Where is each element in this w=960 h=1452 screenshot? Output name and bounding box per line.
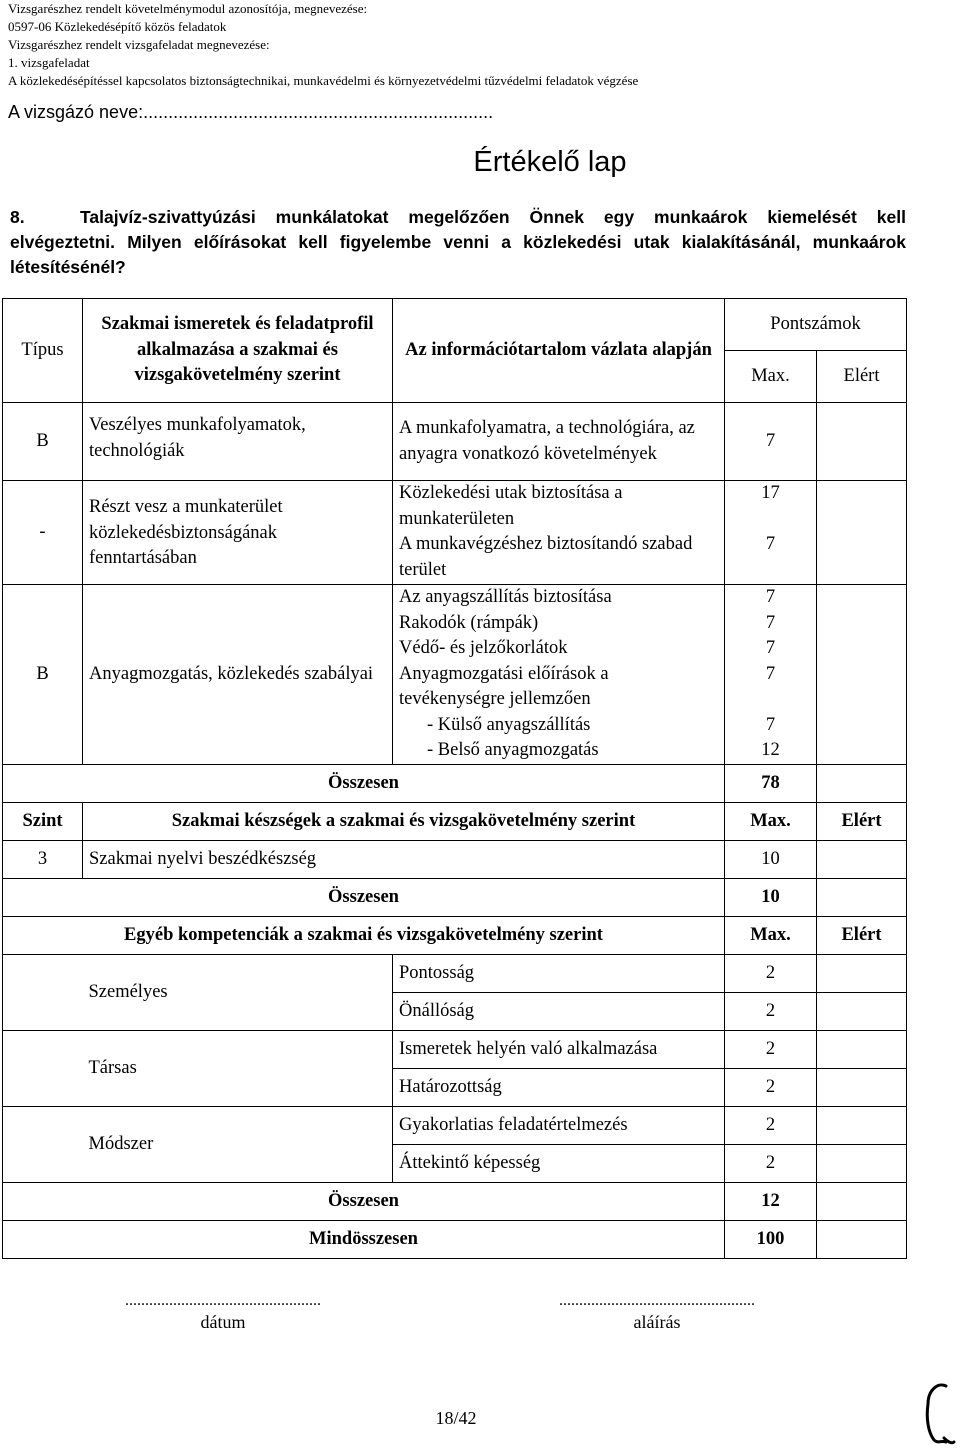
table-row <box>3 585 907 765</box>
row-type: B <box>3 585 83 765</box>
row-max-list <box>725 481 817 585</box>
row-max: 2 <box>725 1145 817 1183</box>
question-text: Talajvíz-szivattyúzási munkálatokat megelőzően Önnek egy munkaárok kiemelését kell elvégeztetni. Milyen előírásokat kell figyelembe venni a közlekedési utak kialakításánál, munkaárok létesítésénél? <box>10 207 906 277</box>
signature-block <box>526 1292 788 1333</box>
table-row <box>3 403 907 481</box>
table1-total-label: Összesen <box>3 765 725 803</box>
competence-item: Áttekintő képesség <box>393 1145 725 1183</box>
row-item: A munkavégzéshez biztosítandó szabad terület <box>399 534 693 580</box>
row-achieved[interactable] <box>817 1107 907 1145</box>
table-row <box>3 955 907 993</box>
table2-total-max: 10 <box>725 879 817 917</box>
table-row <box>3 1031 907 1069</box>
row-max: 17 <box>761 483 780 503</box>
row-achieved[interactable] <box>817 1069 907 1107</box>
col-content-header: Az információtartalom vázlata alapján <box>393 299 725 403</box>
row-achieved[interactable] <box>817 1031 907 1069</box>
row-max: 2 <box>725 1107 817 1145</box>
row-achieved[interactable] <box>817 955 907 993</box>
page-number: 18/42 <box>435 1408 477 1428</box>
document-header <box>8 0 638 90</box>
col-points-header: Pontszámok <box>725 299 907 351</box>
competence-item: Önállóság <box>393 993 725 1031</box>
date-label: dátum <box>200 1312 246 1332</box>
col-level-header: Szint <box>3 803 83 841</box>
row-max: 2 <box>725 955 817 993</box>
col-achieved-header: Elért <box>817 351 907 403</box>
row-max: 7 <box>765 663 776 684</box>
row-achieved[interactable] <box>817 993 907 1031</box>
row-max: 7 <box>725 403 817 481</box>
row-max: 7 <box>765 534 776 554</box>
grand-total-row <box>3 1221 907 1259</box>
group-name: Személyes <box>83 955 393 1031</box>
group-name: Társas <box>83 1031 393 1107</box>
row-achieved[interactable] <box>817 585 907 765</box>
date-dots: ................................................. <box>125 1292 321 1309</box>
row-achieved[interactable] <box>817 481 907 585</box>
row-max: 10 <box>725 841 817 879</box>
row-item: Közlekedési utak biztosítása a munkaterületen <box>399 483 623 529</box>
competence-item: Ismeretek helyén való alkalmazása <box>393 1031 725 1069</box>
row-topic: Anyagmozgatás, közlekedés szabályai <box>83 585 393 765</box>
col-max-header: Max. <box>725 917 817 955</box>
table3-header-row <box>3 917 907 955</box>
signature-label: aláírás <box>633 1312 681 1332</box>
header-line-5: A közlekedésépítéssel kapcsolatos biztonságtechnikai, munkavédelmi és környezetvédelmi tűzvédelmi feladatok végzése <box>8 73 639 88</box>
table3-total-achieved[interactable] <box>817 1183 907 1221</box>
row-max: 7 <box>765 714 776 735</box>
competence-item: Pontosság <box>393 955 725 993</box>
evaluation-table <box>2 298 907 1259</box>
table2-total-label: Összesen <box>3 879 725 917</box>
row-type: - <box>3 481 83 585</box>
row-max: 7 <box>765 612 776 633</box>
table3-total-label: Összesen <box>3 1183 725 1221</box>
header-line-4: 1. vizsgafeladat <box>8 55 90 70</box>
col-skills-header: Szakmai készségek a szakmai és vizsgakövetelmény szerint <box>83 803 725 841</box>
page-title: Értékelő lap <box>473 146 627 178</box>
row-item: Rakodók (rámpák) <box>399 612 539 633</box>
row-level: 3 <box>3 841 83 879</box>
row-item: - Külső anyagszállítás <box>427 714 591 735</box>
group-name: Módszer <box>83 1107 393 1183</box>
row-type: B <box>3 403 83 481</box>
row-item: Védő- és jelzőkorlátok <box>399 638 568 658</box>
row-max: 2 <box>725 993 817 1031</box>
row-max: 7 <box>765 587 776 607</box>
handwritten-initial-mark <box>916 1380 956 1446</box>
table1-total-max: 78 <box>725 765 817 803</box>
question-block <box>10 205 906 280</box>
grand-total-label: Mindösszesen <box>3 1221 725 1259</box>
col-knowledge-header: Szakmai ismeretek és feladatprofil alkalmazása a szakmai és vizsgakövetelmény szerint <box>83 299 393 403</box>
table-row <box>3 841 907 879</box>
table2-total-achieved[interactable] <box>817 879 907 917</box>
table2-total-row <box>3 879 907 917</box>
table3-total-max: 12 <box>725 1183 817 1221</box>
table3-total-row <box>3 1183 907 1221</box>
header-line-3: Vizsgarészhez rendelt vizsgafeladat megnevezése: <box>8 37 270 52</box>
signature-dots: ................................................. <box>559 1292 755 1309</box>
row-achieved[interactable] <box>817 841 907 879</box>
date-block <box>92 1292 354 1333</box>
grand-total-achieved[interactable] <box>817 1221 907 1259</box>
header-line-2: 0597-06 Közlekedésépítő közös feladatok <box>8 19 227 34</box>
table1-header-row <box>3 299 907 351</box>
col-max-header: Max. <box>725 351 817 403</box>
header-line-1: Vizsgarészhez rendelt követelménymodul azonosítója, megnevezése: <box>8 1 368 16</box>
competence-item: Gyakorlatias feladatértelmezés <box>393 1107 725 1145</box>
grand-total-max: 100 <box>725 1221 817 1259</box>
table1-total-row <box>3 765 907 803</box>
row-achieved[interactable] <box>817 403 907 481</box>
col-other-header: Egyéb kompetenciák a szakmai és vizsgakövetelmény szerint <box>3 917 725 955</box>
row-max: 2 <box>725 1069 817 1107</box>
row-max: 2 <box>725 1031 817 1069</box>
col-achieved-header: Elért <box>817 803 907 841</box>
row-item: Anyagmozgatási előírások a tevékenységre jellemzően <box>399 663 609 709</box>
question-number: 8. <box>10 207 25 227</box>
row-item: A munkafolyamatra, a technológiára, az anyagra vonatkozó követelmények <box>393 403 725 481</box>
row-item: Az anyagszállítás biztosítása <box>399 587 612 607</box>
row-items <box>393 585 725 765</box>
row-items <box>393 481 725 585</box>
row-topic: Veszélyes munkafolyamatok, technológiák <box>83 403 393 481</box>
row-max: 12 <box>761 740 780 760</box>
col-type-header: Típus <box>3 299 83 403</box>
table2-header-row <box>3 803 907 841</box>
row-item: - Belső anyagmozgatás <box>427 740 599 760</box>
col-max-header: Max. <box>725 803 817 841</box>
table-row <box>3 481 907 585</box>
competence-item: Határozottság <box>393 1069 725 1107</box>
candidate-name-field: A vizsgázó neve:...................................................................... <box>8 102 494 122</box>
col-achieved-header: Elért <box>817 917 907 955</box>
row-skill: Szakmai nyelvi beszédkészség <box>83 841 725 879</box>
row-max-list <box>725 585 817 765</box>
row-achieved[interactable] <box>817 1145 907 1183</box>
table1-total-achieved[interactable] <box>817 765 907 803</box>
table-row <box>3 1107 907 1145</box>
row-max: 7 <box>765 638 776 658</box>
row-topic: Részt vesz a munkaterület közlekedésbiztonságának fenntartásában <box>83 481 393 585</box>
